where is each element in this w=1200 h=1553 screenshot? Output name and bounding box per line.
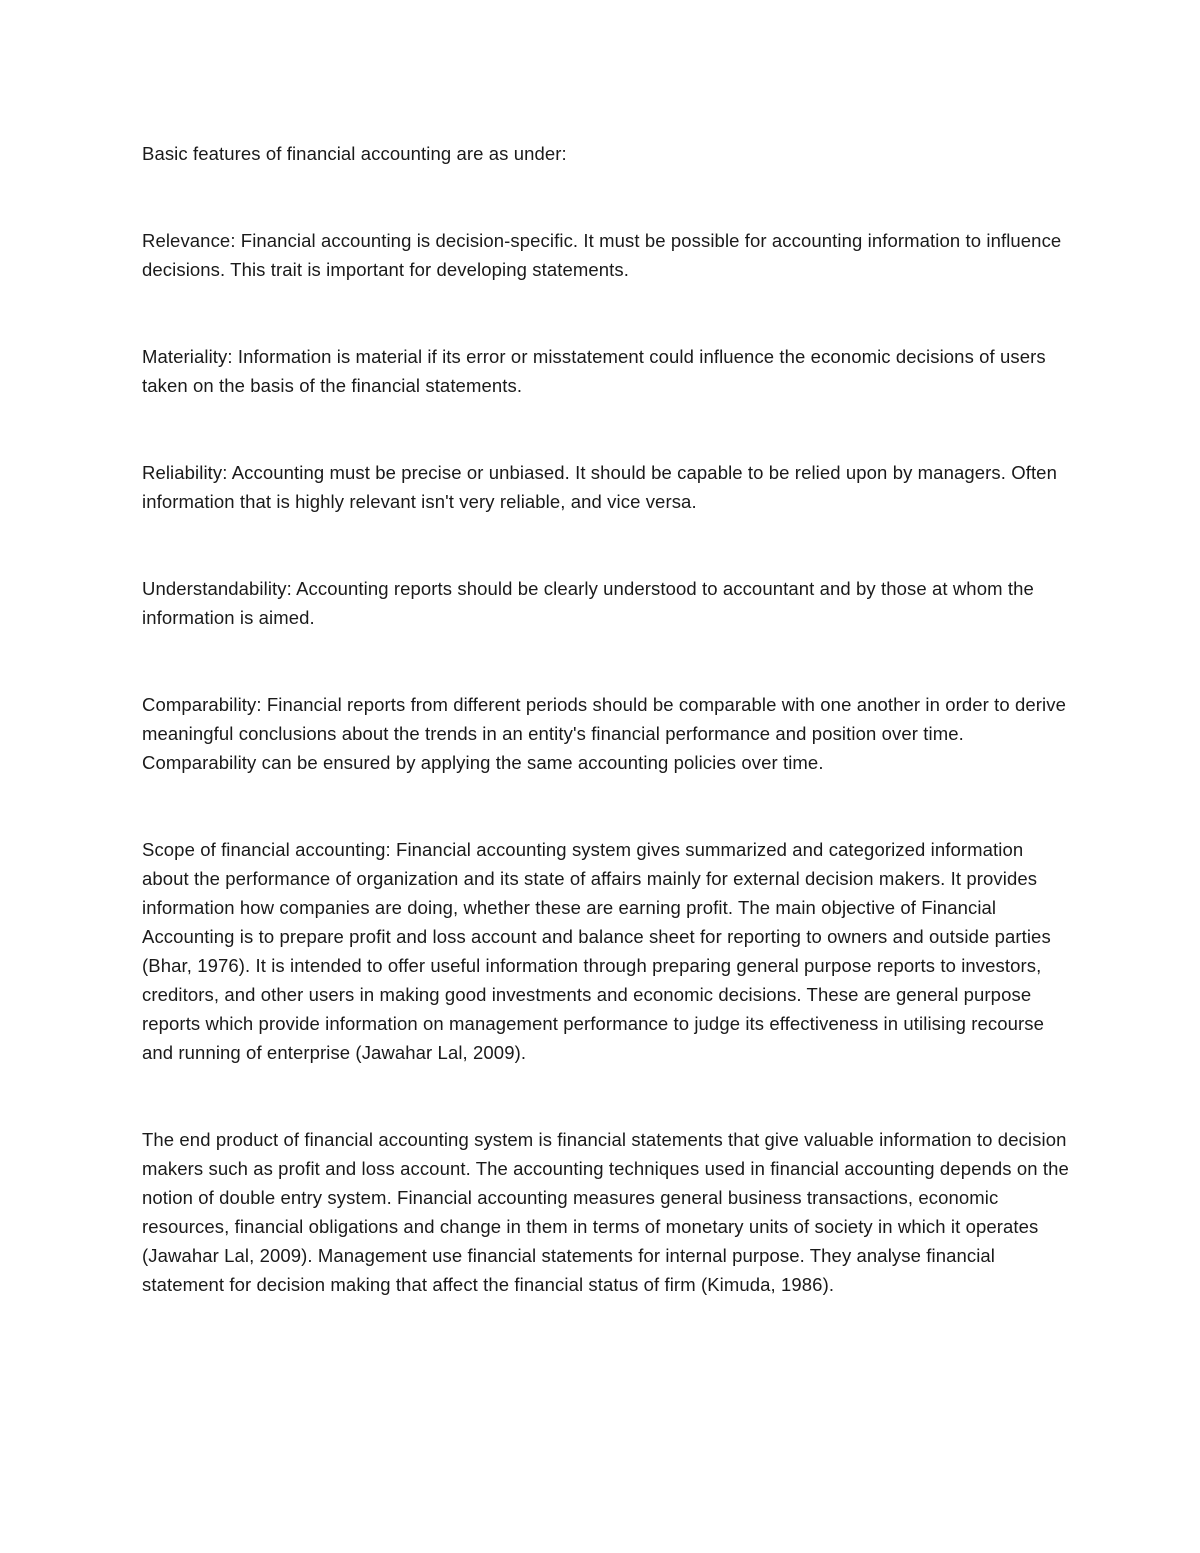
- intro-paragraph: Basic features of financial accounting are as under:: [142, 143, 567, 164]
- reliability-paragraph: Reliability: Accounting must be precise or unbiased. It should be capable to be relied upon by managers. Often information that is highly relevant isn't very reliable, and vice versa.: [142, 462, 1057, 512]
- comparability-paragraph: Comparability: Financial reports from different periods should be comparable with one another in order to derive meaningful conclusions about the trends in an entity's financial performance and position over time. Comparability can be ensured by applying the same accounting policies over time.: [142, 694, 1067, 773]
- document-body: [142, 139, 1072, 1299]
- materiality-paragraph: Materiality: Information is material if its error or misstatement could influence the economic decisions of users taken on the basis of the financial statements.: [142, 346, 1046, 396]
- understandability-paragraph: Understandability: Accounting reports should be clearly understood to accountant and by those at whom the information is aimed.: [142, 578, 1034, 628]
- relevance-paragraph: Relevance: Financial accounting is decision-specific. It must be possible for accounting information to influence decisions. This trait is important for developing statements.: [142, 230, 1062, 280]
- end-product-paragraph: The end product of financial accounting system is financial statements that give valuable information to decision makers such as profit and loss account. The accounting techniques used in financial accounting depends on the notion of double entry system. Financial accounting measures general business transactions, economic resources, financial obligations and change in them in terms of monetary units of society in which it operates (Jawahar Lal, 2009). Management use financial statements for internal purpose. They analyse financial statement for decision making that affect the financial status of firm (Kimuda, 1986).: [142, 1129, 1069, 1295]
- scope-paragraph: Scope of financial accounting: Financial accounting system gives summarized and categorized information about the performance of organization and its state of affairs mainly for external decision makers. It provides information how companies are doing, whether these are earning profit. The main objective of Financial Accounting is to prepare profit and loss account and balance sheet for reporting to owners and outside parties (Bhar, 1976). It is intended to offer useful information through preparing general purpose reports to investors, creditors, and other users in making good investments and economic decisions. These are general purpose reports which provide information on management performance to judge its effectiveness in utilising recourse and running of enterprise (Jawahar Lal, 2009).: [142, 839, 1051, 1063]
